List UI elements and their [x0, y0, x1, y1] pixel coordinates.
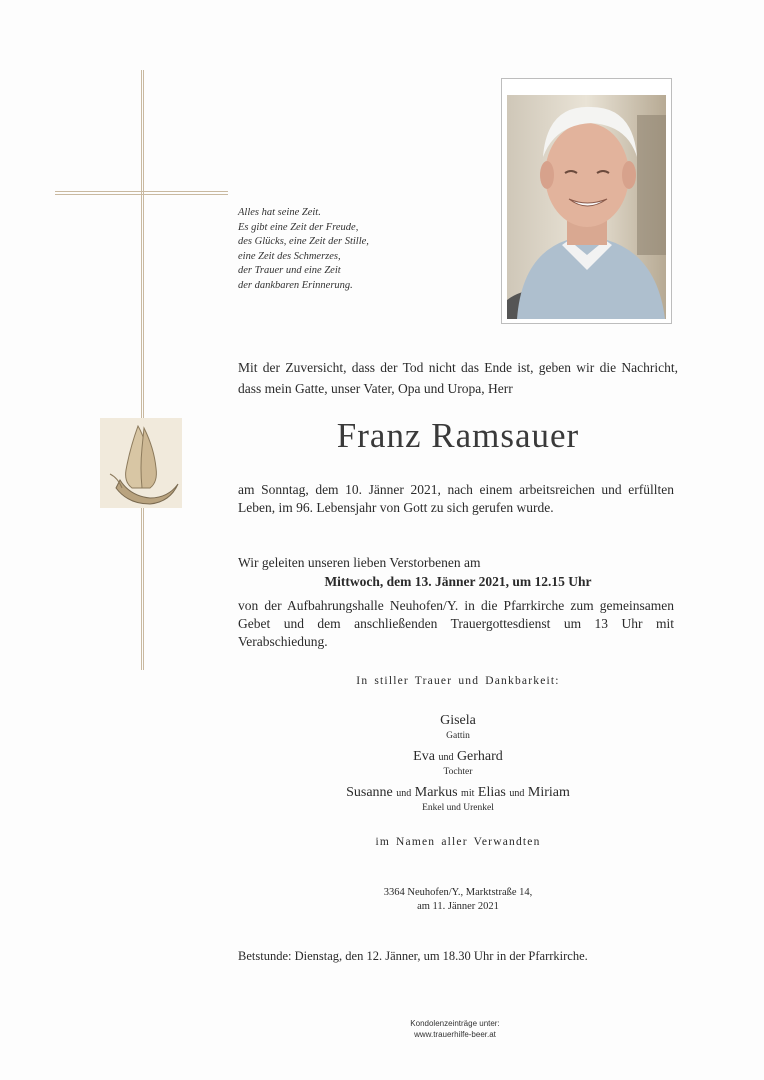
relatives-text: im Namen aller Verwandten	[375, 836, 541, 848]
poem-line: Alles hat seine Zeit.	[238, 207, 321, 218]
mourner-name: Gisela	[440, 713, 476, 728]
portrait-photo	[507, 95, 666, 319]
deceased-name: Franz Ramsauer	[336, 416, 580, 455]
mourner-role: Gattin	[446, 731, 470, 741]
praying-hands-image	[100, 418, 182, 508]
portrait-frame	[501, 78, 672, 324]
mourner-name: Eva	[413, 749, 435, 764]
cross-horizontal-line	[55, 191, 228, 195]
conjunction: mit	[461, 788, 475, 799]
poem-line: der Trauer und eine Zeit	[238, 265, 341, 276]
address-date: am 11. Jänner 2021	[417, 901, 499, 912]
poem-line: Es gibt eine Zeit der Freude,	[238, 221, 359, 233]
conjunction: und	[396, 788, 412, 799]
mourner-role: Tochter	[443, 767, 473, 777]
funeral-date: Mittwoch, dem 13. Jänner 2021, um 12.15 Uhr	[324, 574, 592, 589]
conjunction: und	[438, 752, 454, 763]
mourning-heading: In stiller Trauer und Dankbarkeit:	[356, 675, 560, 687]
footer-label: Kondolenzeinträge unter:	[410, 1019, 500, 1028]
address-line: 3364 Neuhofen/Y., Marktstraße 14,	[383, 887, 533, 898]
escort-text: Wir geleiten unseren lieben Verstorbenen am	[238, 555, 481, 570]
mourner-name: Elias	[477, 785, 506, 800]
mourner-gisela	[238, 713, 678, 729]
mourner-name: Markus	[414, 785, 458, 800]
poem-line: der dankbaren Erinnerung.	[238, 279, 353, 291]
footer-url[interactable]: www.trauerhilfe-beer.at	[414, 1030, 496, 1039]
intro-text: Mit der Zuversicht, dass der Tod nicht das Ende ist, geben wir die Nachricht, dass mein Gatte, unser Vater, Opa und Uropa, Herr	[238, 360, 678, 396]
mourner-eva-gerhard	[238, 749, 678, 766]
mourner-grandchildren	[238, 785, 678, 802]
poem-line: eine Zeit des Schmerzes,	[238, 250, 341, 262]
death-notice: am Sonntag, dem 10. Jänner 2021, nach einem arbeitsreichen und erfüllten Leben, im 96. Lebensjahr von Gott zu sich gerufen wurde.	[238, 482, 674, 515]
mourner-name: Miriam	[527, 785, 570, 800]
mourner-name: Gerhard	[456, 749, 503, 764]
route-text: von der Aufbahrungshalle Neuhofen/Y. in die Pfarrkirche zum gemeinsamen Gebet und dem anschließenden Trauergottesdienst um 13 Uhr mit Verabschiedung.	[238, 598, 674, 649]
footer	[380, 1018, 530, 1040]
prayer-hour: Betstunde: Dienstag, den 12. Jänner, um 18.30 Uhr in der Pfarrkirche.	[238, 949, 588, 963]
conjunction: und	[509, 788, 525, 799]
cross-vertical-line	[141, 70, 144, 670]
mourner-role: Enkel und Urenkel	[422, 803, 494, 813]
mourner-name: Susanne	[346, 785, 393, 800]
poem	[238, 206, 438, 293]
poem-line: des Glücks, eine Zeit der Stille,	[238, 236, 369, 247]
